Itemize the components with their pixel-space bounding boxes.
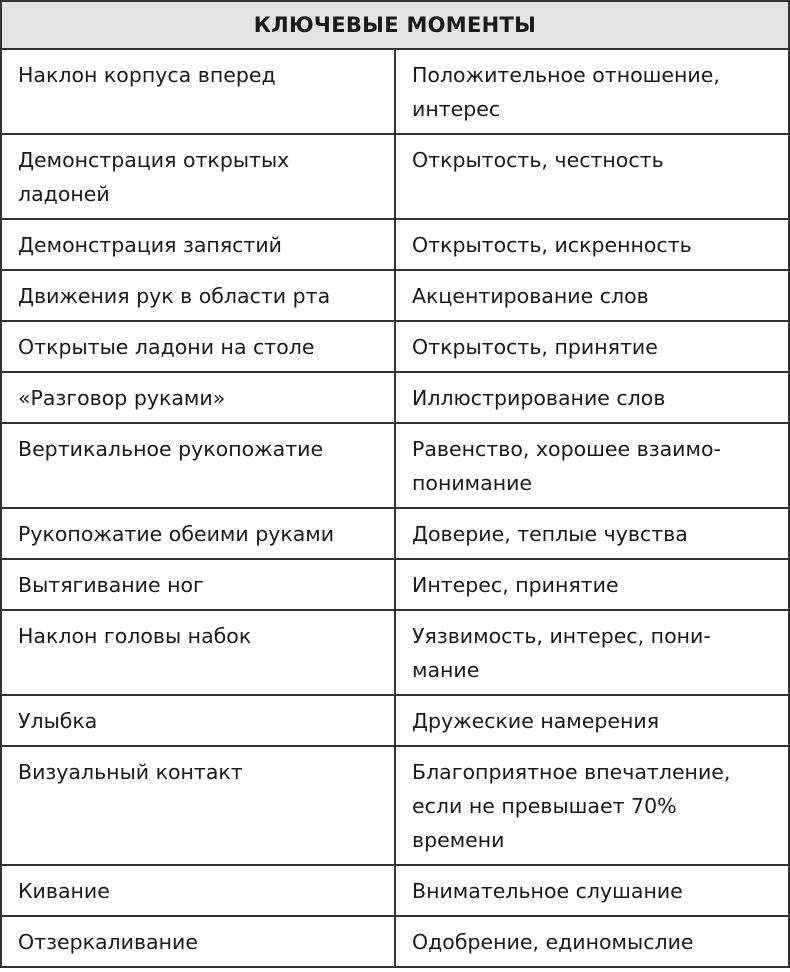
cell-text-line: «Разговор руками» xyxy=(18,386,226,410)
gesture-cell xyxy=(1,695,395,746)
gesture-cell xyxy=(1,372,395,423)
table-row xyxy=(1,321,789,372)
cell-text-line: Внимательное слушание xyxy=(412,879,683,903)
cell-text-line: Иллюстрирование слов xyxy=(412,386,666,410)
cell-text-line: мание xyxy=(412,658,480,682)
gesture-cell xyxy=(1,219,395,270)
table-row xyxy=(1,423,789,508)
cell-text-line: Визуальный контакт xyxy=(18,760,243,784)
gesture-cell xyxy=(1,423,395,508)
cell-text-line: Открытость, принятие xyxy=(412,335,658,359)
cell-text-line: Движения рук в области рта xyxy=(18,284,331,308)
meaning-cell xyxy=(395,423,789,508)
table-row xyxy=(1,865,789,916)
meaning-cell xyxy=(395,321,789,372)
table-row xyxy=(1,49,789,134)
cell-text-line: Положительное отношение, xyxy=(412,63,720,87)
meaning-cell xyxy=(395,695,789,746)
cell-text-line: Рукопожатие обеими руками xyxy=(18,522,335,546)
cell-text-line: Интерес, принятие xyxy=(412,573,619,597)
cell-text-line: Вытягивание ног xyxy=(18,573,204,597)
meaning-cell xyxy=(395,219,789,270)
cell-text-line: Отзеркаливание xyxy=(18,930,198,954)
table-row xyxy=(1,270,789,321)
cell-text-line: понимание xyxy=(412,471,533,495)
cell-text-line: ладоней xyxy=(18,182,110,206)
cell-text-line: Доверие, теплые чувства xyxy=(412,522,688,546)
meaning-cell xyxy=(395,270,789,321)
meaning-cell xyxy=(395,865,789,916)
table-row xyxy=(1,219,789,270)
table-row xyxy=(1,372,789,423)
table-row xyxy=(1,695,789,746)
table-row xyxy=(1,559,789,610)
cell-text-line: Улыбка xyxy=(18,709,98,733)
cell-text-line: Одобрение, единомыслие xyxy=(412,930,694,954)
cell-text-line: Акцентирование слов xyxy=(412,284,649,308)
table-title: КЛЮЧЕВЫЕ МОМЕНТЫ xyxy=(1,1,789,49)
table-header-row xyxy=(1,1,789,49)
gesture-cell xyxy=(1,321,395,372)
meaning-cell xyxy=(395,916,789,967)
cell-text-line: времени xyxy=(412,828,505,852)
table-row xyxy=(1,746,789,865)
cell-text-line: Демонстрация открытых xyxy=(18,148,290,172)
meaning-cell xyxy=(395,372,789,423)
table-row xyxy=(1,134,789,219)
cell-text-line: Вертикальное рукопожатие xyxy=(18,437,324,461)
cell-text-line: Равенство, хорошее взаимо- xyxy=(412,437,721,461)
gesture-cell xyxy=(1,49,395,134)
table-row xyxy=(1,508,789,559)
gesture-cell xyxy=(1,508,395,559)
meaning-cell xyxy=(395,49,789,134)
table-body xyxy=(1,49,789,967)
gesture-cell xyxy=(1,559,395,610)
table-row xyxy=(1,916,789,967)
gesture-cell xyxy=(1,134,395,219)
cell-text-line: Благоприятное впечатление, xyxy=(412,760,731,784)
table-row xyxy=(1,610,789,695)
cell-text-line: Открытость, честность xyxy=(412,148,664,172)
cell-text-line: Открытые ладони на столе xyxy=(18,335,315,359)
meaning-cell xyxy=(395,610,789,695)
meaning-cell xyxy=(395,508,789,559)
cell-text-line: если не превышает 70% xyxy=(412,794,677,818)
gesture-cell xyxy=(1,746,395,865)
gesture-cell xyxy=(1,865,395,916)
gesture-cell xyxy=(1,916,395,967)
cell-text-line: интерес xyxy=(412,97,501,121)
cell-text-line: Наклон головы набок xyxy=(18,624,252,648)
gesture-cell xyxy=(1,270,395,321)
cell-text-line: Кивание xyxy=(18,879,110,903)
meaning-cell xyxy=(395,746,789,865)
gesture-cell xyxy=(1,610,395,695)
cell-text-line: Открытость, искренность xyxy=(412,233,692,257)
meaning-cell xyxy=(395,559,789,610)
cell-text-line: Уязвимость, интерес, пони- xyxy=(412,624,711,648)
cell-text-line: Наклон корпуса вперед xyxy=(18,63,276,87)
meaning-cell xyxy=(395,134,789,219)
cell-text-line: Дружеские намерения xyxy=(412,709,660,733)
cell-text-line: Демонстрация запястий xyxy=(18,233,283,257)
